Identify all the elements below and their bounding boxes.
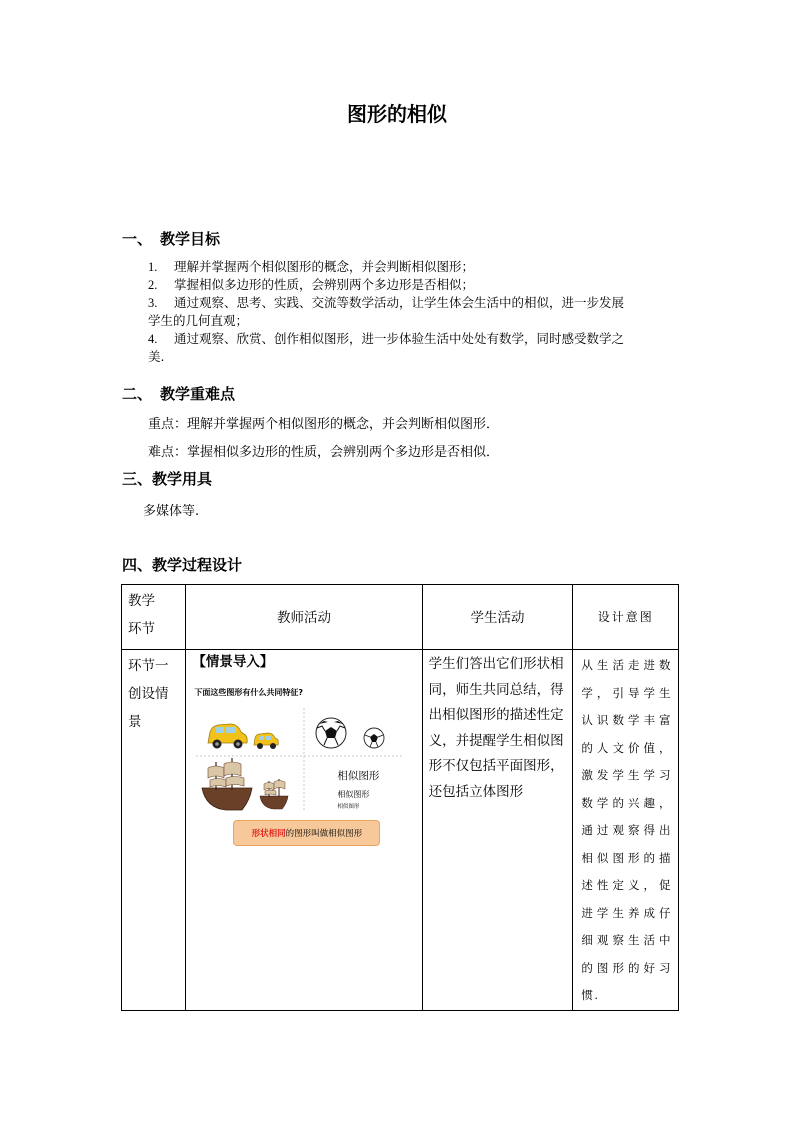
slide-label-small: 相似图形 [337,804,360,810]
header-teacher [186,585,422,650]
intent-cell: 从生活走进数学，引导学生认识数学丰富的人文价值，激发学生学习数学的兴趣，通过观察得出相似图形的描述性定义，促进学生养成仔细观察生活中的图形的好习惯. [573,650,679,1011]
objective-4 [148,328,688,350]
header-teacher-label: 教师活动 [276,610,331,626]
objective-text: 理解并掌握两个相似图形的概念，并会判断相似图形； [174,259,475,274]
definition-banner [233,820,380,846]
section-label: 教学重难点 [160,385,236,403]
big-ship-image [202,758,252,810]
teacher-cell [186,650,422,1011]
table-row [122,650,679,1011]
stage-cell: 环节一 创设情 景 [122,650,186,1011]
student-cell: 学生们答出它们形状相同，师生共同总结，得出相似图形的描述性定义，并提醒学生相似图形不仅包括平面图形，还包括立体图形 [422,650,573,1011]
process-table [121,584,679,1011]
objective-text: 通过观察、欣赏、创作相似图形，进一步体验生活中处处有数学，同时感受数学之 [174,331,625,346]
slide-question: 下面这些图形有什么共同特征? [194,688,303,697]
table-header-row [122,585,679,650]
objective-number: 4. [148,332,158,346]
section-label: 教学目标 [160,230,221,248]
small-car-image [254,733,278,749]
slide-label-medium: 相似图形 [337,790,370,799]
header-student-label: 学生活动 [470,610,525,626]
header-intent [573,585,679,650]
objective-4-continued: 美. [148,349,165,364]
slide-label-large: 相似图形 [337,770,380,782]
difficult-point: 难点：掌握相似多边形的性质，会辨别两个多边形是否相似． [148,445,500,460]
objective-text: 通过观察、思考、实践、交流等数学活动，让学生体会生活中的相似，进一步发展 [174,295,625,310]
tools-text: 多媒体等. [143,504,200,519]
situation-intro-label: 【情景导入】 [192,654,274,670]
banner-text: 的图形叫做相似图形 [285,829,363,839]
section-objectives-heading [122,228,220,249]
intro-slide [186,650,412,860]
key-point: 重点：理解并掌握两个相似图形的概念，并会判断相似图形． [148,417,500,432]
banner-highlight: 形状相同 [251,829,286,839]
objective-text: 掌握相似多边形的性质，会辨别两个多边形是否相似； [174,277,475,292]
header-intent-label: 设计意图 [597,609,654,624]
objective-3-continued: 学生的几何直观； [148,313,249,328]
objective-number: 2. [148,278,158,292]
big-soccer-ball-image [316,718,346,748]
section-tools-heading: 三、教学用具 [122,470,213,488]
header-student [422,585,573,650]
page-title: 图形的相似 [347,102,447,126]
small-ship-image [260,779,288,809]
section-keypoints-heading [122,383,235,404]
small-soccer-ball-image [364,728,384,748]
section-number: 一、 [122,230,153,248]
section-number: 二、 [122,385,153,403]
header-stage: 教学 环节 [122,585,186,650]
objective-number: 1. [148,260,158,274]
section-process-heading: 四、教学过程设计 [122,556,243,574]
big-car-image [208,724,247,749]
objective-number: 3. [148,296,158,310]
